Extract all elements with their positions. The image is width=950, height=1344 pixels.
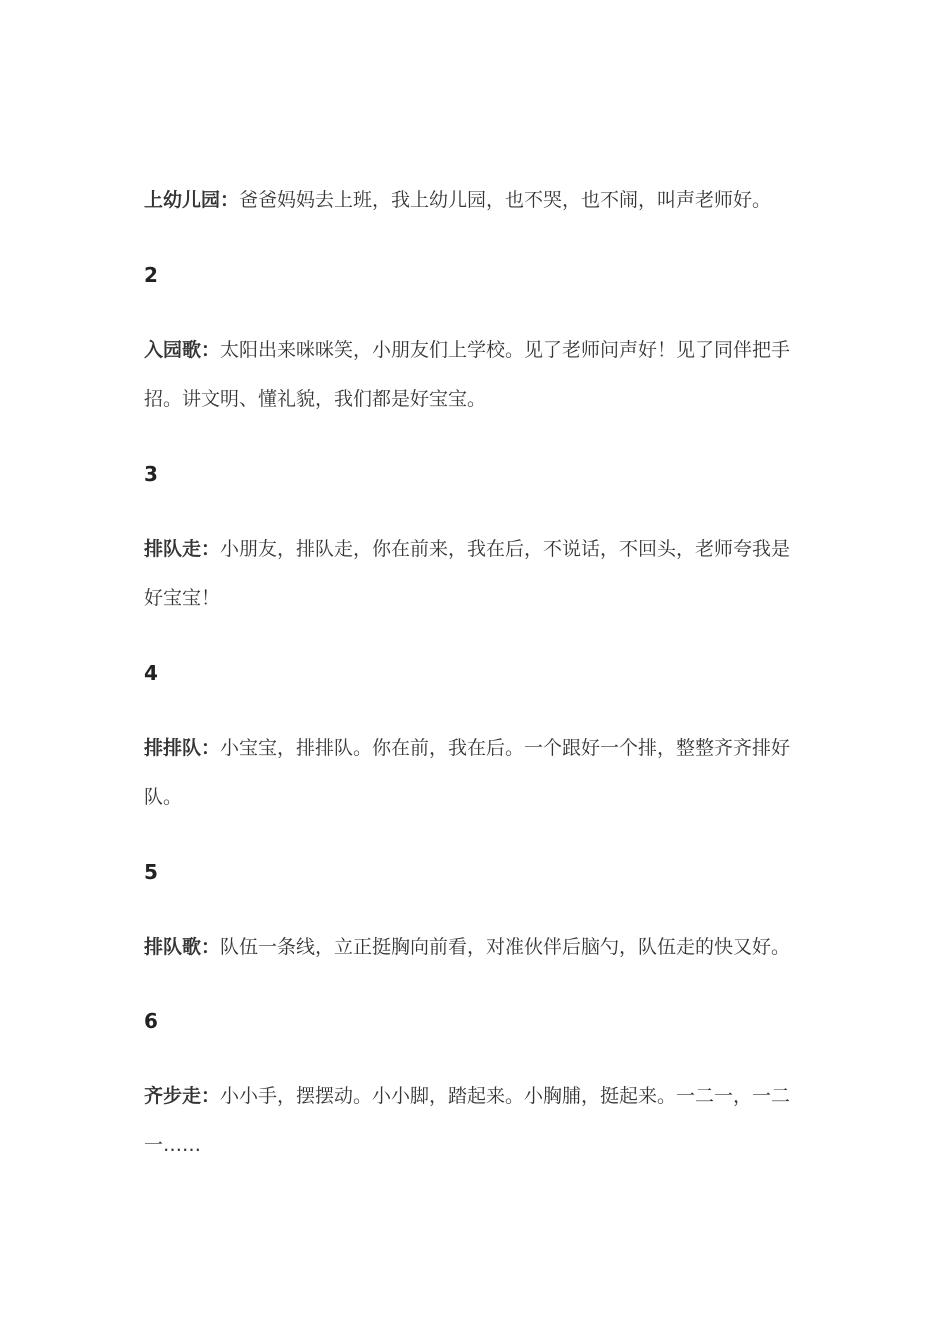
verse-text: 小宝宝，排排队。你在前，我在后。一个跟好一个排，整整齐齐排好队。 [144,737,791,808]
verse-number: 2 [144,263,158,287]
verse-number: 3 [144,462,158,486]
verse-text: 爸爸妈妈去上班，我上幼儿园，也不哭，也不闹，叫声老师好。 [239,189,772,211]
verse-number: 5 [144,860,158,884]
verse-text: 太阳出来咪咪笑，小朋友们上学校。见了老师问声好！见了同伴把手招。讲文明、懂礼貌，我们都是好宝宝。 [144,339,791,410]
verse-text: 小小手，摆摆动。小小脚，踏起来。小胸脯，挺起来。一二一，一二一…… [144,1085,791,1156]
verse-text: 队伍一条线，立正挺胸向前看，对准伙伴后脑勺，队伍走的快又好。 [220,936,791,958]
verse-text: 小朋友，排队走，你在前来，我在后，不说话，不回头，老师夸我是好宝宝！ [144,538,791,609]
verse-number: 6 [144,1009,158,1033]
verse-title: 入园歌： [144,339,221,361]
verse-5 [144,923,808,972]
verse-2 [144,326,808,424]
verse-4 [144,724,808,822]
verse-title: 排队走： [144,538,221,560]
verse-title: 排队歌： [144,936,221,958]
verse-title: 齐步走： [144,1085,221,1107]
verse-number: 4 [144,661,158,685]
verse-1 [144,176,808,225]
verse-title: 上幼儿园： [144,189,240,211]
verse-title: 排排队： [144,737,221,759]
verse-6 [144,1072,808,1170]
verse-3 [144,525,808,623]
